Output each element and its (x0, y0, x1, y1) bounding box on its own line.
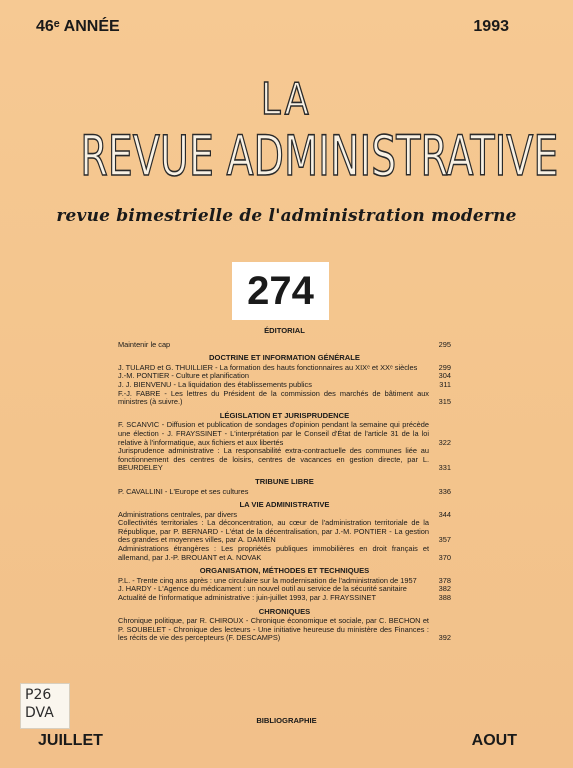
toc-entry-text: Jurisprudence administrative : La responsabilité extra-contractuelle des communes liée au fonctionnement des centres de loisirs, centres de vacances en gestion directe, par L. BEURDELEY (118, 446, 429, 473)
toc-entry (118, 594, 451, 603)
toc-entry-page: 322 (438, 437, 451, 447)
toc-entry-page: 295 (438, 339, 451, 349)
toc-entry-page: 392 (438, 633, 451, 643)
issue-number: 274 (247, 268, 314, 313)
toc-entry-text: Chronique politique, par R. CHIROUX - Chronique économique et sociale, par C. BECHON et P. SOUBELET - Chronique des lecteurs - Une initiative heureuse du ministère des Finances : les récits de vie des percepteurs (F. DESCAMPS) (118, 616, 429, 643)
toc-entry-text: J. J. BIENVENU - La liquidation des établissements publics (118, 379, 312, 389)
toc-entry-page: 382 (438, 584, 451, 594)
publication-year: 1993 (473, 18, 509, 35)
table-of-contents (118, 327, 451, 643)
magazine-title: REVUE ADMINISTRATIVE (80, 124, 559, 188)
toc-entry-text: Collectivités territoriales : La déconcentration, au cœur de l'administration territoriale de la République, par P. BERNARD - L'état de la décentralisation, par J.-M. PONTIER - La gestion des grandes et moyennes villes, par A. DAMIEN (118, 518, 429, 545)
toc-entry-page: 336 (438, 486, 451, 496)
toc-entry-text: P. CAVALLINI - L'Europe et ses cultures (118, 486, 249, 496)
toc-entry (118, 519, 451, 545)
toc-entry-page: 370 (438, 552, 451, 562)
year-of-publication-tag: 46ᵉ ANNÉE (36, 18, 120, 35)
toc-section-heading: LA VIE ADMINISTRATIVE (239, 500, 330, 510)
toc-entry (118, 617, 451, 643)
toc-entry-page: 331 (438, 463, 451, 473)
toc-section-heading: CHRONIQUES (258, 606, 311, 616)
toc-section-heading: LÉGISLATION ET JURISPRUDENCE (219, 410, 350, 420)
sticker-line-1: P26 (25, 687, 52, 703)
toc-entry (118, 447, 451, 473)
toc-entry (118, 545, 451, 562)
toc-entry (118, 390, 451, 407)
toc-entry-text: J. TULARD et G. THUILLIER - La formation des hauts fonctionnaires au XIXᵉ et XXᵉ siècles (118, 362, 418, 372)
toc-section-heading: TRIBUNE LIBRE (255, 476, 314, 486)
library-sticker (20, 683, 70, 729)
month-right: AOUT (471, 732, 517, 749)
magazine-subtitle: revue bimestrielle de l'administration moderne (56, 206, 517, 226)
toc-entry-page: 311 (439, 379, 451, 389)
toc-entry-page: 315 (438, 397, 451, 407)
toc-entry (118, 421, 451, 447)
toc-entry-page: 304 (438, 371, 451, 381)
toc-section-heading: ORGANISATION, MÉTHODES ET TECHNIQUES (199, 566, 370, 576)
toc-section-heading: ÉDITORIAL (264, 326, 305, 335)
toc-entry-text: Maintenir le cap (118, 339, 171, 349)
toc-entry-text: J.-M. PONTIER - Culture et planification (118, 371, 250, 381)
toc-entry-page: 344 (438, 509, 451, 519)
toc-entry-text: F. SCANVIC - Diffusion et publication de sondages d'opinion pendant la semaine qui précède une élection - J. FRAYSSINET - L'interprétation par le Conseil d'État de l'article 31 de la loi relative à l'informatique, aux fichiers et aux libertés (118, 420, 429, 447)
toc-entry-text: F.-J. FABRE - Les lettres du Président de la commission des marchés de bâtiment aux ministres (à suivre.) (118, 388, 429, 407)
toc-section-heading: DOCTRINE ET INFORMATION GÉNÉRALE (209, 353, 360, 363)
toc-entry-text: J. HARDY - L'Agence du médicament : un nouvel outil au service de la sécurité sanitaire (118, 584, 407, 594)
toc-entry-page: 388 (438, 593, 451, 603)
bibliographie-heading: BIBLIOGRAPHIE (256, 716, 317, 725)
toc-entry-page: 378 (438, 575, 451, 585)
toc-entry-page: 299 (438, 362, 451, 372)
toc-entry-text: P.L. - Trente cinq ans après : une circulaire sur la modernisation de l'administration de 1957 (118, 575, 417, 585)
toc-entry-text: Actualité de l'informatique administrative : juin-juillet 1993, par J. FRAYSSINET (118, 593, 377, 603)
issue-number-box (232, 262, 329, 320)
toc-entry-text: Administrations centrales, par divers (118, 509, 238, 519)
toc-entry-page: 357 (438, 535, 451, 545)
month-left: JUILLET (38, 732, 103, 749)
toc-entry (118, 341, 451, 350)
toc-entry (118, 488, 451, 497)
title-article: LA (261, 74, 312, 125)
sticker-line-2: DVA (25, 705, 54, 721)
toc-entry-text: Administrations étrangères : Les propriétés publiques immobilières en droit français et allemand, par J.-P. BROUANT et A. NOVAK (118, 544, 429, 562)
